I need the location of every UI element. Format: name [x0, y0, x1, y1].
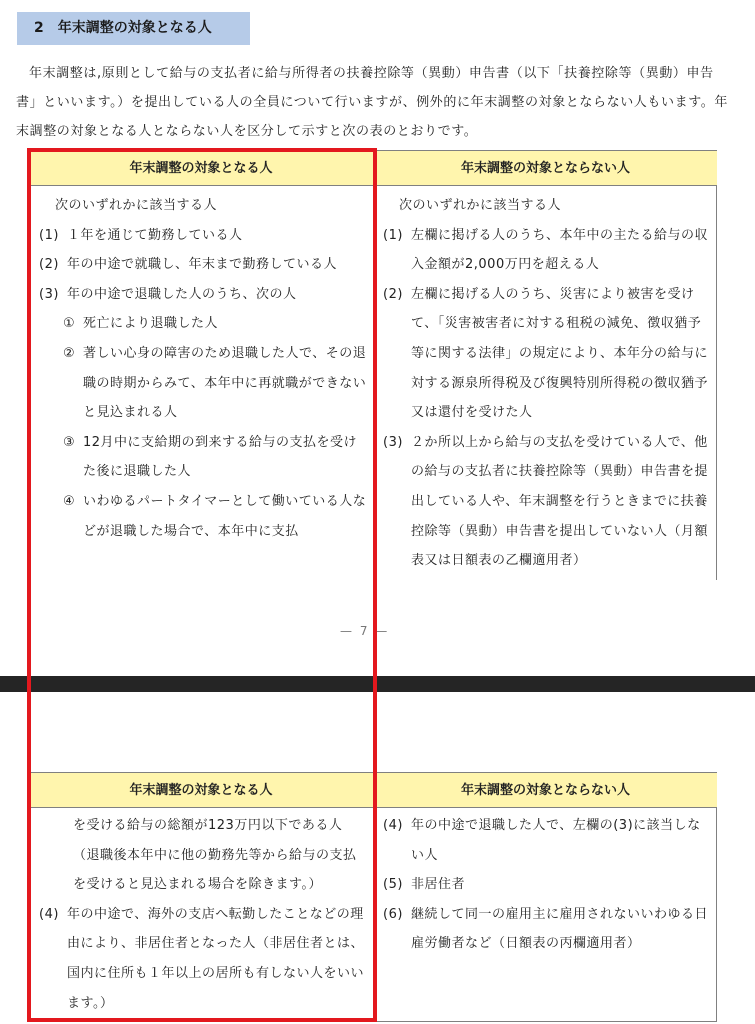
- left-item-2: (2) 年の中途で就職し、年末まで勤務している人: [39, 257, 338, 273]
- right-item-6: (6) 継続して同一の雇用主に雇用されないいわゆる日雇労働者など（日額表の丙欄適用者）: [383, 906, 709, 952]
- right-item-4: (4) 年の中途で退職した人で、左欄の(3)に該当しない人: [383, 818, 701, 863]
- page1-right-column: [383, 191, 709, 576]
- right-item-2: (2) 左欄に掲げる人のうち、災害により被害を受けて、「災害被害者に対する租税の減免、徴収猶予等に関する法律」の規定により、本年分の給与に対する源泉所得税及び復興特別所得税の徴収猶予又は還付を受けた人: [383, 286, 709, 421]
- section-number: 2: [34, 20, 44, 36]
- page2-table: [28, 772, 717, 1022]
- left-item-1: (1) １年を通じて勤務している人: [39, 227, 243, 243]
- left-column-header: 年末調整の対象となる人: [29, 151, 374, 186]
- column-divider: [373, 151, 374, 580]
- right-item-5: (5) 非居住者: [383, 877, 466, 893]
- right-column-header-continued: 年末調整の対象とならない人: [374, 773, 717, 808]
- right-item-3: (3) ２か所以上から給与の支払を受けている人で、他の給与の支払者に扶養控除等（異動）申告書を提出している人や、年末調整を行うときまでに扶養控除等（異動）申告書を提出していない人（月額表又は日額表の乙欄適用者）: [383, 434, 709, 569]
- right-column-header: 年末調整の対象とならない人: [374, 151, 717, 186]
- section-title: 年末調整の対象となる人: [57, 20, 212, 36]
- right-lead-text: 次のいずれかに該当する人: [399, 198, 562, 213]
- page1-left-column: [39, 191, 367, 546]
- page2-right-column: [383, 811, 709, 959]
- page-number: — 7 —: [340, 624, 390, 638]
- left-subitem-1: ① 死亡により退職した人: [63, 316, 219, 332]
- left-continued-text: を受ける給与の総額が123万円以下である人（退職後本年中に他の勤務先等から給与の支払を受けると見込まれる場合を除きます。）: [73, 818, 357, 893]
- left-subitem-4: ④ いわゆるパートタイマーとして働いている人などが退職した場合で、本年中に支払: [63, 493, 367, 539]
- right-item-1: (1) 左欄に掲げる人のうち、本年中の主たる給与の収入金額が2,000万円を超える人: [383, 227, 709, 273]
- left-subitem-3: ③ 12月中に支給期の到来する給与の支払を受けた後に退職した人: [63, 434, 358, 480]
- column-divider: [373, 773, 374, 1021]
- page-separator: [0, 676, 755, 692]
- page1-table: [28, 150, 717, 580]
- left-item-4: (4) 年の中途で、海外の支店へ転勤したことなどの理由により、非居住者となった人（非居住者とは、国内に住所も１年以上の居所も有しない人をいいます。）: [39, 906, 365, 1011]
- left-item-3: (3) 年の中途で退職した人のうち、次の人: [39, 286, 297, 302]
- section-heading: [17, 12, 250, 45]
- page2-left-column: [39, 811, 367, 1018]
- left-lead-text: 次のいずれかに該当する人: [55, 198, 218, 213]
- left-subitem-2: ② 著しい心身の障害のため退職した人で、その退職の時期からみて、本年中に再就職ができないと見込まれる人: [63, 345, 367, 421]
- intro-paragraph: 年末調整は,原則として給与の支払者に給与所得者の扶養控除等（異動）申告書（以下「扶養控除等（異動）申告書」といいます。）を提出している人の全員について行いますが、例外的に年末調整の対象とならない人もいます。年末調整の対象となる人とならない人を区分して示すと次の表のとおりです。: [16, 66, 728, 139]
- left-column-header-continued: 年末調整の対象となる人: [29, 773, 374, 808]
